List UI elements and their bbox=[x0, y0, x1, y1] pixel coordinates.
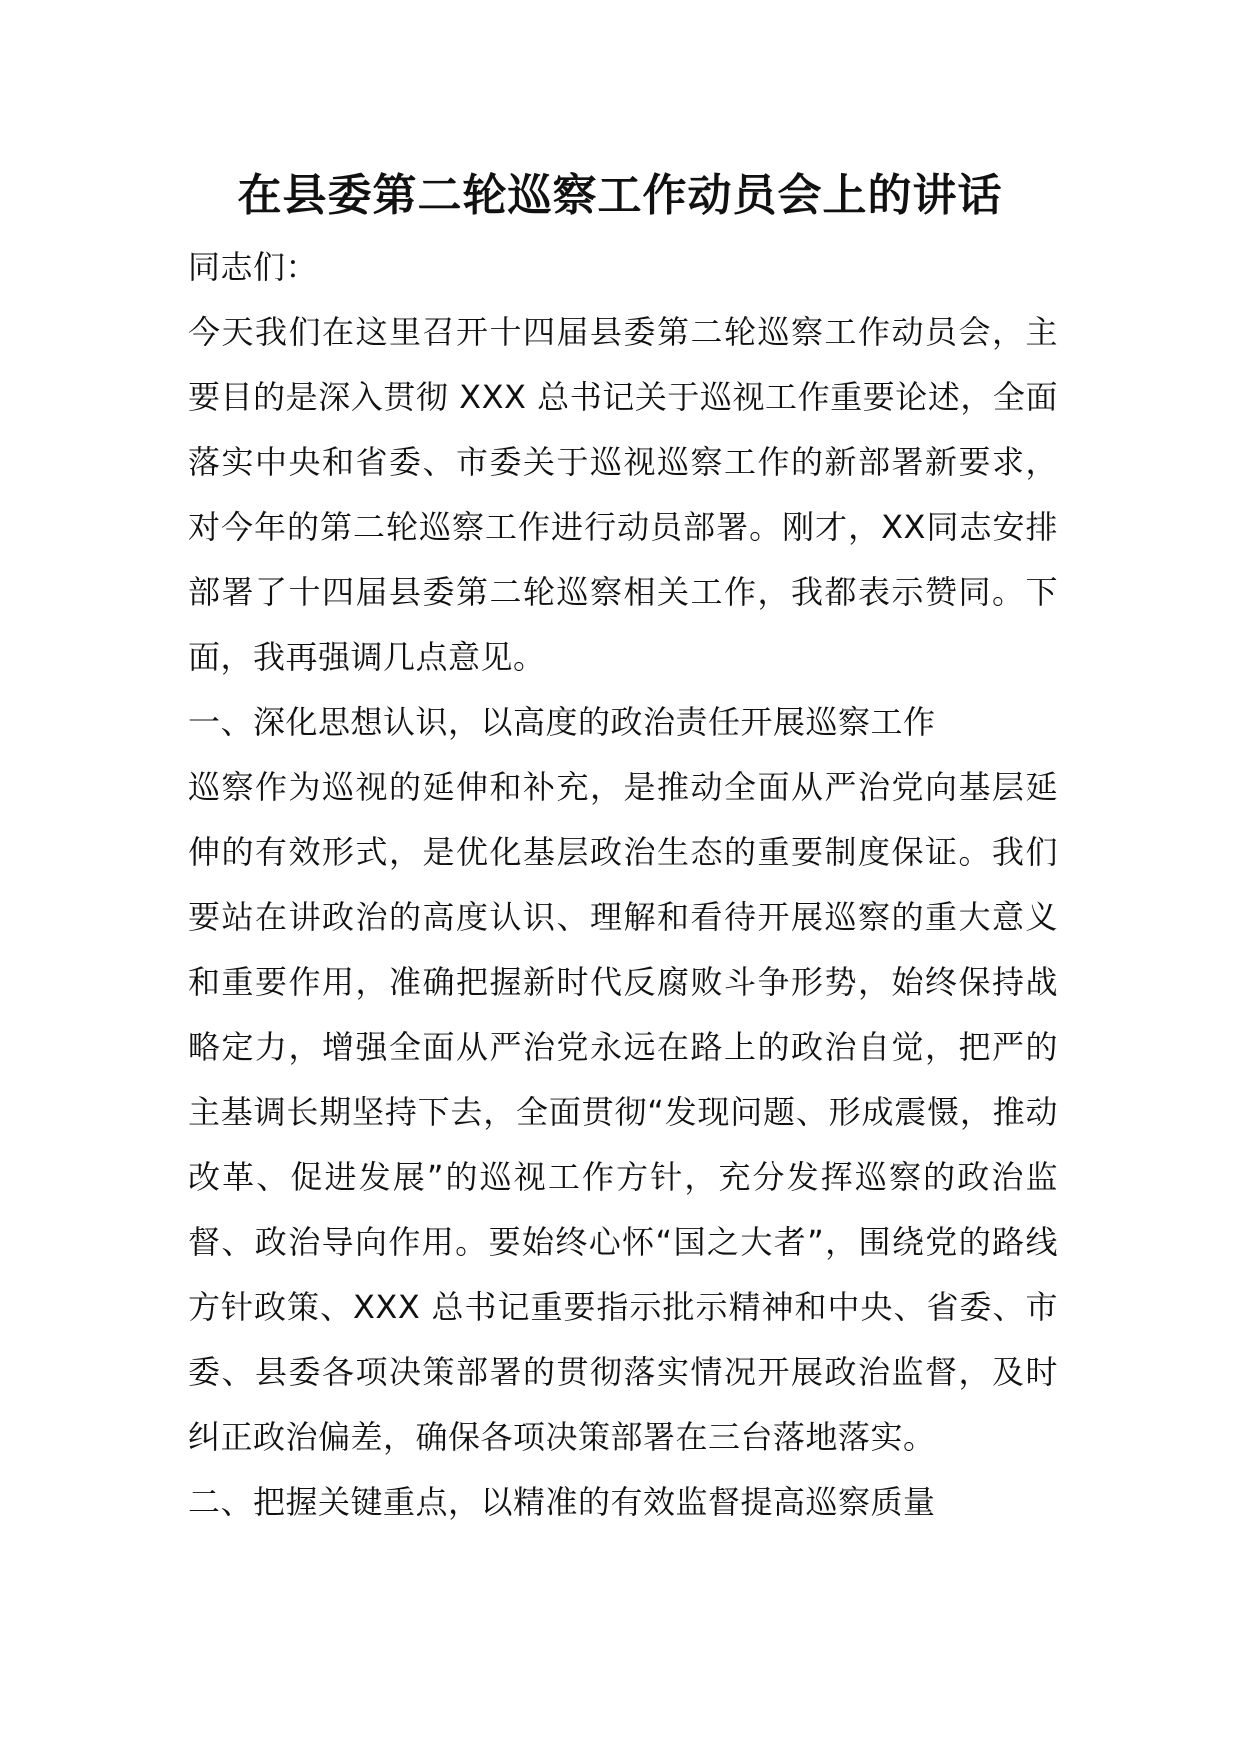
salutation: 同志们： bbox=[188, 248, 319, 286]
paragraph-section-1: 巡察作为巡视的延伸和补充，是推动全面从严治党向基层延伸的有效形式，是优化基层政治生态的重要制度保证。我们要站在讲政治的高度认识、理解和看待开展巡察的重大意义和重要作用，准确把握新时代反腐败斗争形势，始终保持战略定力，增强全面从严治党永远在路上的政治自觉，把严的主基调长期坚持下去，全面贯彻“发现问题、形成震慑，推动改革、促进发展”的巡视工作方针，充分发挥巡察的政治监督、政治导向作用。要始终心怀“国之大者”，围绕党的路线方针政策、XXX 总书记重要指示批示精神和中央、省委、市委、县委各项决策部署的贯彻落实情况开展政治监督，及时纠正政治偏差，确保各项决策部署在三台落地落实。 bbox=[188, 768, 1058, 1456]
section-heading-1: 一、深化思想认识，以高度的政治责任开展巡察工作 bbox=[188, 703, 936, 741]
section-heading-2: 二、把握关键重点，以精准的有效监督提高巡察质量 bbox=[188, 1483, 936, 1521]
document-title: 在县委第二轮巡察工作动员会上的讲话 bbox=[237, 170, 1003, 221]
paragraph-intro: 今天我们在这里召开十四届县委第二轮巡察工作动员会，主要目的是深入贯彻 XXX 总书记关于巡视工作重要论述，全面落实中央和省委、市委关于巡视巡察工作的新部署新要求，对今年的第二轮巡察工作进行动员部署。刚才，XX同志安排部署了十四届县委第二轮巡察相关工作，我都表示赞同。下面，我再强调几点意见。 bbox=[188, 313, 1058, 676]
document-body bbox=[188, 235, 1058, 1535]
